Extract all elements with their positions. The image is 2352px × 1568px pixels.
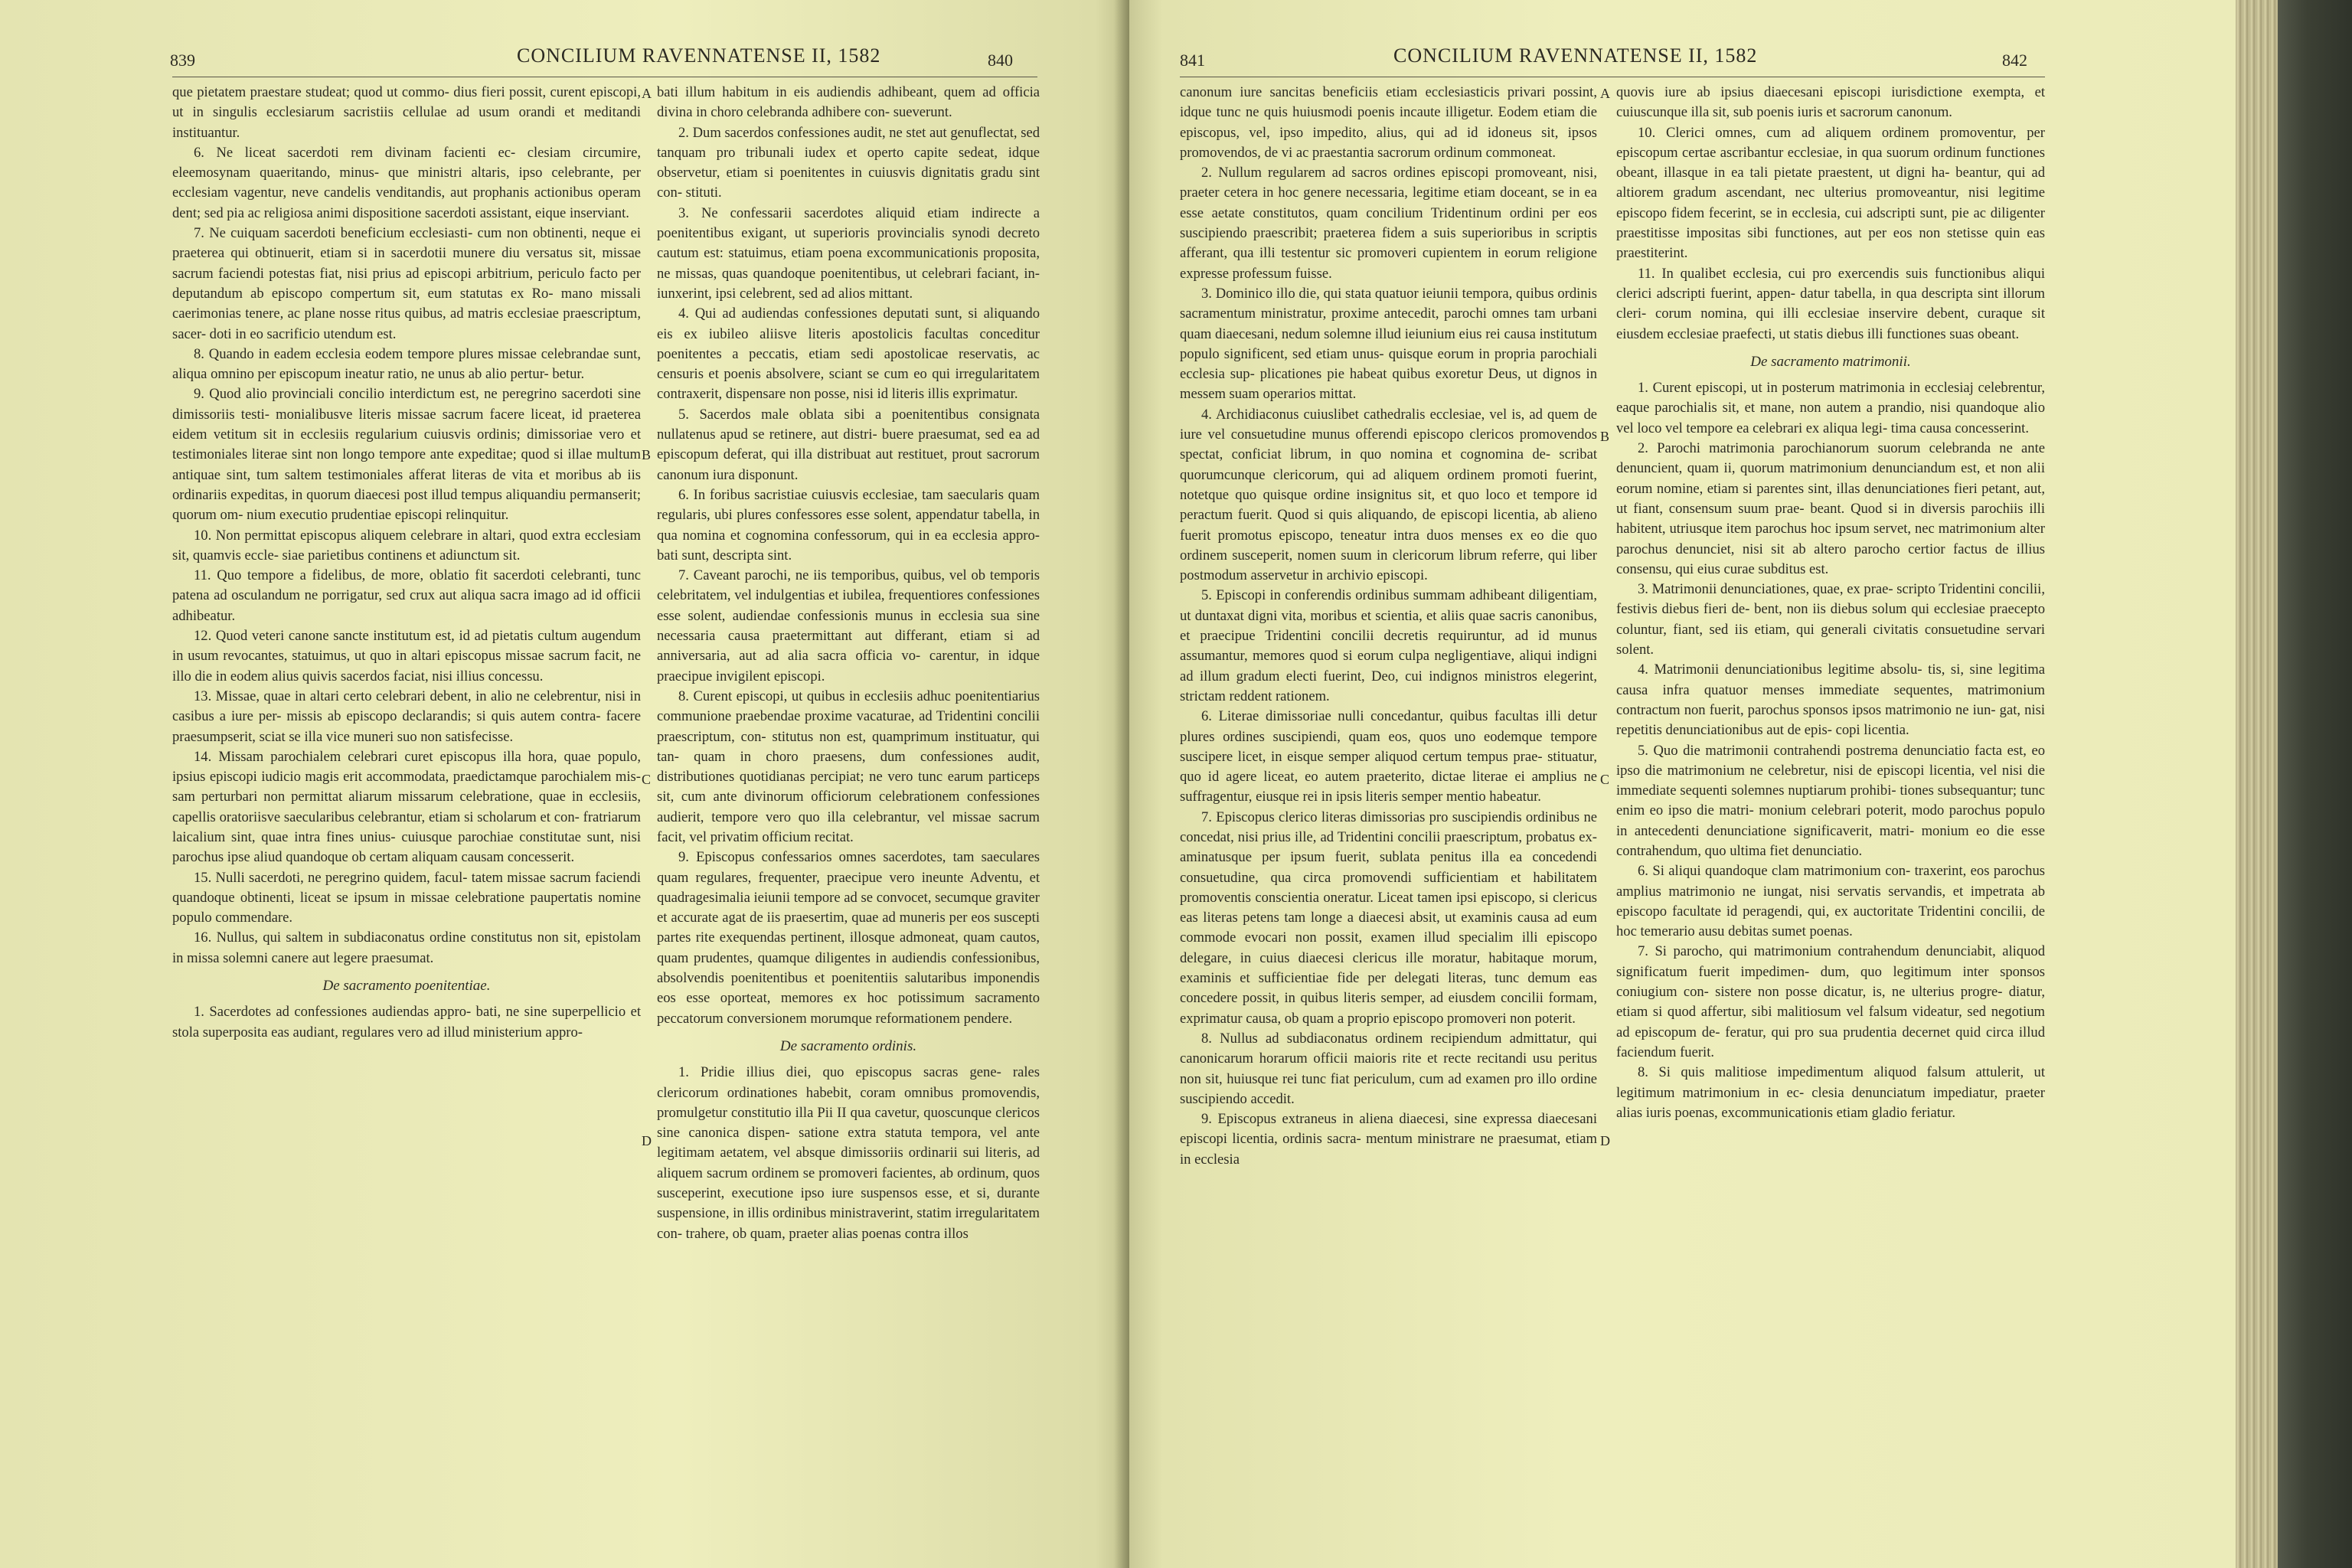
paragraph: 8. Nullus ad subdiaconatus ordinem recipiendum admittatur, qui canonicarum horarum officii maioris rite et recte recitandi usu peritus non sit, huiusque rei tunc fiat periculum, cum ad examen pro illo ordine suscipiendo accedit. [1180, 1030, 1597, 1107]
margin-letter-a: A [1600, 86, 1610, 101]
paragraph: 6. Ne liceat sacerdoti rem divinam facienti ec- clesiam circumire, eleemosynam quaeritando, minus- que ministri altaris, ipso celebrante, per ecclesiam vagentur, neve candelis venditandis, aut prophanis actionibus operam dent; sed pia ac religiosa animi dispositione sacerdoti assistant, eique inserviant. [172, 144, 641, 221]
left-page-column-1 [172, 83, 641, 1537]
paragraph: 8. Quando in eadem ecclesia eodem tempore plures missae celebrandae sunt, aliqua omnino per episcopum ineatur ratio, ne unus ab alio pertur- betur. [172, 345, 641, 383]
paragraph: 11. Quo tempore a fidelibus, de more, oblatio fit sacerdoti celebranti, tunc patena ad osculandum ne porrigatur, sed crux aut aliqua sacra imago ad id officii adhibeatur. [172, 567, 641, 624]
page-number-839: 839 [170, 51, 195, 70]
paragraph: 5. Sacerdos male oblata sibi a poenitentibus consignata nullatenus apud se retinere, aut distri- buere praesumat, sed ea ad episcopum deferat, qui illa distribuat aut restituet, prout sacrorum canonum iura disponunt. [657, 406, 1040, 483]
right-page-column-2 [1616, 83, 2045, 1537]
margin-letter-a: A [642, 86, 652, 101]
paragraph: 3. Ne confessarii sacerdotes aliquid etiam indirecte a poenitentibus exigant, ut superioris provincialis synodi decreto cautum est: statuimus, etiam poena excommunicationis proposita, ne missas, quas quandoque poenitentibus, ut celebrari faciant, in- iunxerint, ipsi celebrent, sed ad alios mittant. [657, 204, 1040, 302]
paragraph: 1. Sacerdotes ad confessiones audiendas appro- bati, ne sine superpellicio et stola superposita eas audiant, regulares vero ad illud ministerium appro- [172, 1004, 641, 1040]
page-number-841: 841 [1180, 51, 1205, 70]
margin-letter-c: C [1600, 772, 1610, 787]
paragraph: 16. Nullus, qui saltem in subdiaconatus ordine constitutus non sit, epistolam in missa solemni canere aut legere praesumat. [172, 929, 641, 966]
left-page [0, 0, 1129, 1568]
paragraph: 7. Ne cuiquam sacerdoti beneficium ecclesiasti- cum non obtinenti, neque ei praeterea qui obtinuerit, etiam si in sacerdotii munere diu versatus sit, missae sacrum faciendi potestas fiat, nisi prius ad episcopi arbitrium, periculo facto per deputandum ab episcopo compertum sit, eum statutas ex Ro- mano missali caerimonias tenere, ac plane nosse ritus quibus, ad matris ecclesiae praescriptum, sacer- doti in eo sacrificio utendum est. [172, 225, 641, 342]
paragraph: canonum iure sancitas beneficiis etiam ecclesiasticis privari possint, idque tunc ne quis huiusmodi poenis incaute illigetur. Eodem etiam die episcopus, vel, ipso impedito, alius, qui ad id idoneus sit, ipsos promovendos, de vi ac praestantia sacrorum ordinum commoneat. [1180, 84, 1597, 161]
paragraph: que pietatem praestare studeat; quod ut commo- dius fieri possit, curent episcopi, ut in singulis ecclesiarum sacristiis cellulae ad usum orandi et meditandi instituantur. [172, 84, 641, 141]
paragraph: 10. Clerici omnes, cum ad aliquem ordinem promoventur, per episcopum certae ascribantur ecclesiae, in qua suorum ordinum functiones obeant, illasque in ea tali pietate praestent, ut digni ha- beantur, qui ad altiorem gradum ascendant, nec ulterius promoveantur, nisi legitime episcopo fidem fecerint, se in ecclesia, cui adscripti sunt, pie ac diligenter praestitisse impositas sibi functiones, aut per eos non stetisse quin eas praestiterint. [1616, 124, 2045, 262]
margin-letter-d: D [1600, 1133, 1610, 1148]
paragraph: 3. Dominico illo die, qui stata quatuor ieiunii tempora, quibus ordinis sacramentum ministratur, proxime antecedit, parochi omnes tam urbani quam diaecesani, nedum solemne illud ieiunium eius rei causa institutum populo significent, sed etiam unus- quisque eorum in propria parochiali ecclesia sup- plicationes pie habeat quibus exoretur Deus, ut dignos in messem suam operarios mittat. [1180, 285, 1597, 403]
paragraph: 1. Curent episcopi, ut in posterum matrimonia in ecclesiaj celebrentur, eaque parochialis sit, et mane, non autem a prandio, nisi quandoque alio vel loco vel tempore ea celebrari ex aliqua legi- tima causa concesserint. [1616, 380, 2045, 436]
paragraph: 10. Non permittat episcopus aliquem celebrare in altari, quod extra ecclesiam sit, quamvis eccle- siae parietibus continens et adiunctum sit. [172, 527, 641, 564]
paragraph: 4. Matrimonii denunciationibus legitime absolu- tis, si, sine legitima causa infra quatuor menses immediate sequentes, matrimonium contractum non fuerit, parochus sponsos ipsos matrimonio ne iun- gat, nisi repetitis denunciationibus aut de epis- copi licentia. [1616, 662, 2045, 739]
paragraph: 8. Si quis malitiose impedimentum aliquod falsum attulerit, ut legitimum matrimonium in ec- clesia denunciatum impediatur, praeter alias iuris poenas, excommunicationis etiam gladio feriatur. [1616, 1064, 2045, 1121]
paragraph: 7. Si parocho, qui matrimonium contrahendum denunciabit, aliquod significatum fuerit impedimen- dum, quo legitimum inter sponsos coniugium con- sistere non posse dicatur, is, ne ulterius progre- diatur, etiam si quod affertur, sibi malitiosum vel falsum videatur, sed negotium ad episcopum de- feratur, qui pro sua prudentia decernet quid circa illud faciendum fuerit. [1616, 943, 2045, 1060]
section-heading-matrimonii: De sacramento matrimonii. [1750, 353, 1911, 370]
paragraph: 11. In qualibet ecclesia, cui pro exercendis suis functionibus aliqui clerici adscripti fuerint, appen- datur tabella, in qua descripta sint illorum cleri- corum nomina, qui illi ecclesiae inservire debent, curaque sit eiusdem ecclesiae praefecti, ut statis diebus illi functiones suas obeant. [1616, 265, 2045, 342]
paragraph: 6. In foribus sacristiae cuiusvis ecclesiae, tam saecularis quam regularis, ubi plures confessores esse solent, appendatur tabella, in qua nomina et cognomina confessorum, qui in ea ecclesia appro- bati sunt, descripta sint. [657, 486, 1040, 564]
page-number-842: 842 [2002, 51, 2027, 70]
left-page-column-2 [657, 83, 1040, 1537]
paragraph: 9. Quod alio provinciali concilio interdictum est, ne peregrino sacerdoti sine dimissoriis testi- monialibusve literis missae sacrum facere liceat, id praeterea eidem vetitum sit in ecclesiis regularium cuiusvis ordinis; dimissoriae vero et testimoniales literae sint non longo tempore ante expeditae; quod si illae multum antiquae sint, tum saltem testimoniales afferat literas de vita et moribus ab iis ordinariis expeditas, in quorum diaecesi post illud tempus aliquandiu permanserit; quorum om- nium executio prudentiae episcopi relinquitur. [172, 386, 641, 524]
paragraph: 2. Nullum regularem ad sacros ordines episcopi promoveant, nisi, praeter cetera in hoc genere necessaria, legitime etiam doceant, se in ea esse aetate constitutos, quam concilium Tridentinum ordini per eos suscipiendo praescribit; praeterea fidem a suis superioribus in scriptis afferant, qua illi testentur sic promoveri cupientem in eorum religione expresse professum fuisse. [1180, 165, 1597, 282]
paragraph: bati illum habitum in eis audiendis adhibeant, quem ad officia divina in choro celebranda adhibere con- sueverunt. [657, 84, 1040, 121]
running-head-left: CONCILIUM RAVENNATENSE II, 1582 [517, 44, 881, 67]
paragraph: 2. Parochi matrimonia parochianorum suorum celebranda ne ante denuncient, quam ii, quorum matrimonium denunciandum est, et non alii eorum nomine, etiam si parentes sint, illas denunciationes fieri petant, aut, ut fiant, consensum suum prae- beant. Quod si in diversis parochiis illi habitent, utriusque item parochus hoc ipsum servet, nec matrimonium alter parochus denunciet, nisi sit ab altero parocho certior factus de illius consensu, qui eius curae subditus est. [1616, 440, 2045, 577]
paragraph: 4. Qui ad audiendas confessiones deputati sunt, si aliquando eis ex iubileo aliisve literis apostolicis facultas conceditur poenitentes a peccatis, etiam sedi apostolicae reservatis, ac censuris et poenis absolvere, sciant se cum eo qui irregularitatem contraxerit, dispensare non posse, nisi id literis illis exprimatur. [657, 305, 1040, 403]
page-number-840: 840 [988, 51, 1013, 70]
paragraph: 3. Matrimonii denunciationes, quae, ex prae- scripto Tridentini concilii, festivis diebus fieri de- bent, non iis diebus solum qui ecclesiae praecepto coluntur, fiant, sed iis etiam, qui generali civitatis consuetudine servari solent. [1616, 581, 2045, 658]
running-head-right: CONCILIUM RAVENNATENSE II, 1582 [1393, 44, 1758, 67]
paragraph: 6. Si aliqui quandoque clam matrimonium con- traxerint, eos parochus amplius matrimonio ne iungat, nisi servatis servandis, et impetrata ab episcopo facultate id peragendi, qui, ex auctoritate Tridentini concilii, de hoc temerario ausu debitas sumet poenas. [1616, 863, 2045, 940]
margin-letter-c: C [642, 772, 652, 787]
paragraph: 2. Dum sacerdos confessiones audit, ne stet aut genuflectat, sed tanquam pro tribunali iudex et operto capite sedeat, idque observetur, etiam si poenitentes in cuiusvis dignitatis gradu sint con- stituti. [657, 124, 1040, 201]
book-cover-edge [2278, 0, 2352, 1568]
section-heading-poenitentiae: De sacramento poenitentiae. [322, 978, 491, 995]
paragraph: 9. Episcopus extraneus in aliena diaecesi, sine expressa diaecesani episcopi licentia, ordinis sacra- mentum ministrare ne praesumat, etiam in ecclesia [1180, 1111, 1597, 1168]
paragraph: 7. Caveant parochi, ne iis temporibus, quibus, vel ob temporis celebritatem, vel indulgentias et iubilea, frequentiores confessiones esse solent, audiendae confessionis munus in ecclesia sua sine necessaria causa praetermittant aut differant, etiam si ad anniversaria, aut ad alia sacra officia vo- carentur, in idque praecipue invigilent episcopi. [657, 567, 1040, 684]
right-page-column-1 [1180, 83, 1597, 1537]
paragraph: 9. Episcopus confessarios omnes sacerdotes, tam saeculares quam regulares, frequenter, praecipue vero ineunte Adventu, et quadragesimalia ieiunii tempore ad se convocet, secumque graviter et accurate agat de iis praesertim, quae ad muneris per eos suscepti partes rite exequendas pertinent, illosque admoneat, quam cautos, quam prudentes, quamque diligentes in audiendis confessionibus, absolvendis poenitentibus et poenitentiis salutaribus imponendis eos esse oporteat, memores ex hoc potissimum sacramento peccatorum conversionem morumque reformationem pendere. [657, 849, 1040, 1027]
paragraph: 1. Pridie illius diei, quo episcopus sacras gene- rales clericorum ordinationes habebit, coram omnibus promovendis, promulgetur constitutio illa Pii II qua cavetur, quoscunque clericos sine canonica dispen- satione extra statuta tempora, vel ante legitimam aetatem, vel absque dimissoriis ordinarii sui literis, ad aliquem sacrum ordinem se promoveri facientes, ab ordinum, quos susceperint, executione ipso iure suspensos esse, et si, durante suspensione, in illis ordinibus ministraverint, statim irregularitatem con- trahere, ob quam, praeter alias poenas contra illos [657, 1064, 1040, 1242]
paragraph: 4. Archidiaconus cuiuslibet cathedralis ecclesiae, vel is, ad quem de iure vel consuetudine munus offerendi episcopo clericos promovendos spectat, conficiat librum, in quo nomina et cognomina de- scribat quorumcunque clericorum, qui ad aliquem ordinem promoti fuerint, notetque quo quisque ordine insignitus sit, et quo loco et tempore id peractum fuerit. Quod si quis aliquando, de episcopi licentia, ab alieno fuerit promotus episcopo, teneatur intra duos menses ex eo die quo ordinem susceperit, nomen suum in clericorum librum referre, qui liber postmodum asservetur in archivio episcopi. [1180, 406, 1597, 584]
paragraph: 13. Missae, quae in altari certo celebrari debent, in alio ne celebrentur, nisi in casibus a iure per- missis ab episcopo declarandis; si quis autem contra- facere praesumpserit, sciat se illa vice muneri suo non satisfecisse. [172, 688, 641, 745]
right-page [1129, 0, 2236, 1568]
paragraph: 8. Curent episcopi, ut quibus in ecclesiis adhuc poenitentiarius communione praebendae proxime vacaturae, ad Tridentini concilii praescriptum, con- stitutus non est, quamprimum instituatur, qui tan- quam in choro praesens, dum confessiones audit, distributiones quotidianas percipiat; ne vero tunc earum particeps sit, cum ante divinorum officiorum celebrationem confessiones audierit, tempore vero quo illa celebrantur, vel missae sacrum facit, vel privatim officium recitat. [657, 688, 1040, 845]
paragraph: 5. Episcopi in conferendis ordinibus summam adhibeant diligentiam, ut duntaxat digni vita, moribus et scientia, et aliis quae sacris canonibus, et praecipue Tridentini concilii decretis requiruntur, ad id munus assumantur, memores quod si eorum culpa negligentiave, aliqui indigni ad illum gradum electi fuerint, Deo, cui indignos ministros elegerint, strictam reddent rationem. [1180, 587, 1597, 704]
paragraph: 14. Missam parochialem celebrari curet episcopus illa hora, quae populo, ipsius episcopi iudicio magis erit accommodata, praedictamque parochialem mis- sam perturbari non permittat aliarum missarum celebratione, quae in ecclesiis, capellis oratoriisve saecularibus celebrantur, etiam si scholarum et con- fratriarum laicalium sint, quae intra fines unius- cuiusque parochiae constitutae sunt, nisi parochus ipse aliud quandoque ob certam aliquam causam concesserit. [172, 748, 641, 866]
paragraph: 6. Literae dimissoriae nulli concedantur, quibus facultas illi detur plures ordines suscipiendi, quam eos, quos uno eodemque tempore suscipere licet, in eisque semper aliquod certum tempus prae- stituatur, quo id agere liceat, eo autem praeterito, dictae literae ei amplius ne suffragentur, eiusque rei in ipsis literis semper mentio habeatur. [1180, 708, 1597, 805]
paragraph: 5. Quo die matrimonii contrahendi postrema denunciatio facta est, eo ipso die matrimonium ne celebretur, nisi de episcopi licentia, vel nisi die immediate sequenti solemnes nuptiarum prohibi- tiones subsequantur; tunc enim eo ipso die matri- monium celebrari poterit, modo parochus populo in antecedenti denunciatione significaverit, matri- monium eo die esse contrahendum, quo ultima fiet denunciatio. [1616, 742, 2045, 859]
paragraph: quovis iure ab ipsius diaecesani episcopi iurisdictione exempta, et cuiuscunque illa sit, sub poenis iuris et sacrorum canonum. [1616, 84, 2045, 121]
section-heading-ordinis: De sacramento ordinis. [779, 1037, 917, 1054]
margin-letter-b: B [642, 447, 652, 462]
paragraph: 15. Nulli sacerdoti, ne peregrino quidem, facul- tatem missae sacrum faciendi quandoque obtinenti, liceat se ipsum in missae celebratione paupertatis nomine populo commendare. [172, 869, 641, 926]
margin-letter-d: D [642, 1133, 652, 1148]
margin-letter-b: B [1600, 429, 1610, 444]
paragraph: 12. Quod veteri canone sancte institutum est, id ad pietatis cultum augendum in usum revocantes, statuimus, ut quo in altari episcopus missae sacrum facit, ne illo die in eodem alius quivis sacerdos faciat, nisi illius concessu. [172, 628, 641, 684]
paragraph: 7. Episcopus clerico literas dimissorias pro suscipiendis ordinibus ne concedat, nisi prius ille, ad Tridentini concilii praescriptum, probatus ex- aminatusque per ipsum fuerit, sublata penitus illa ea concedendi consuetudine, qua circa promovendi sufficientiam et habilitatem promoventis conscientia oneratur. Liceat tamen ipsi episcopo, si clericus eas literas petens tam longe a diaecesi absit, ut examinis causa ad eum commode evocari non possit, examen illud specialim illi episcopo delegare, in cuius diaecesi clericus ille moratur, habitaque morum, examinis et sufficientiae fide per delegati literas, tunc demum eas concedere possit, in quibus literis semper, ad eiusdem concilii formam, exprimatur causa, ob quam a proprio episcopo promoveri non poterit. [1180, 808, 1597, 1027]
